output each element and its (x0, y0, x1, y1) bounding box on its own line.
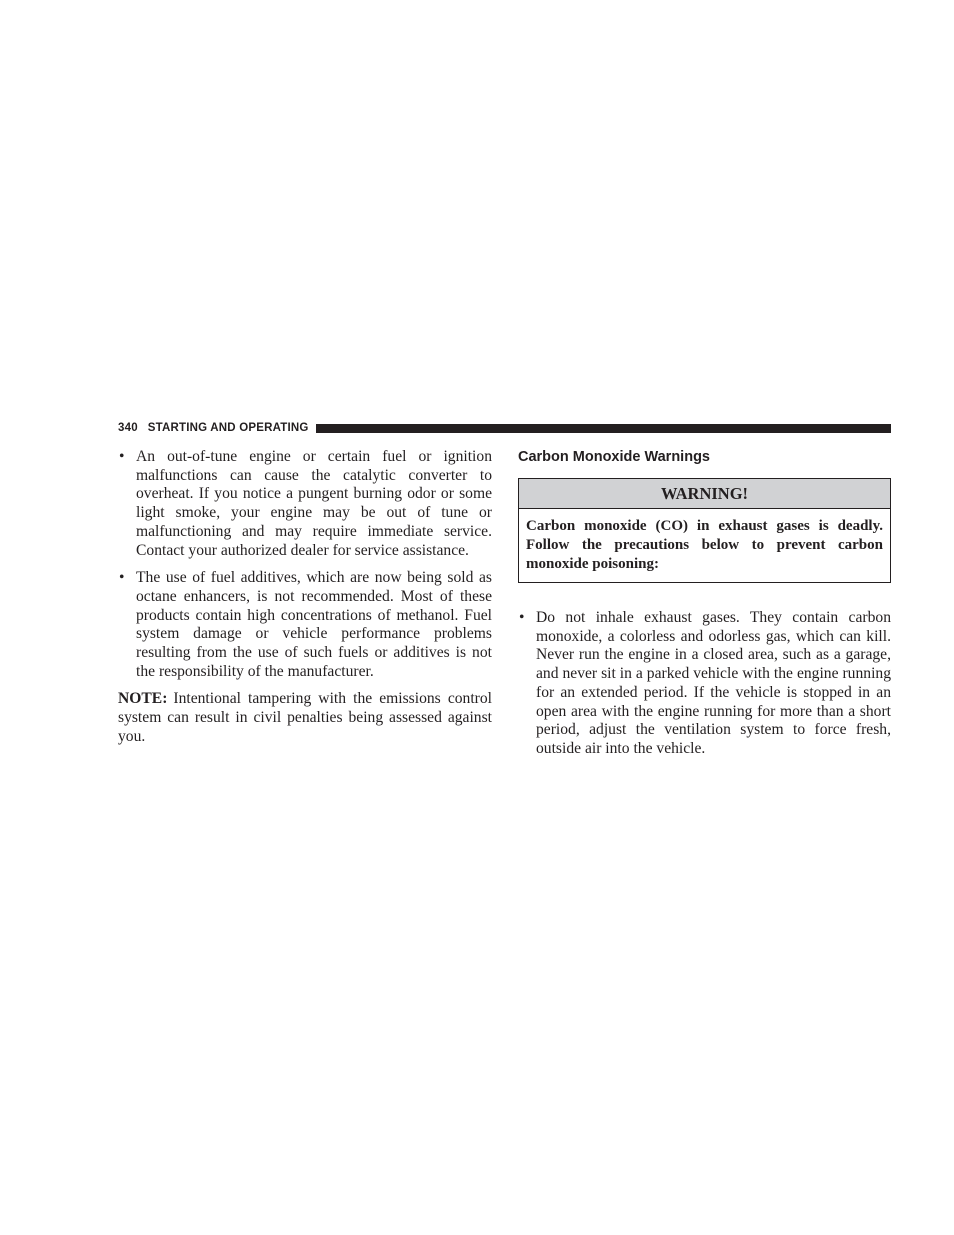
note-paragraph (118, 690, 492, 746)
warning-title: WARNING! (519, 479, 890, 509)
left-column (118, 448, 492, 747)
right-column (518, 448, 891, 768)
header-rule (316, 424, 891, 433)
bullet-text: Do not inhale exhaust gases. They contain carbon monoxide, a colorless and odorless gas, which can kill. Never run the engine in a closed area, such as a garage, and never sit in a parked vehicle with the engine running for an extended period. If the vehicle is stopped in an open area with the engine running for more than a short period, adjust the ventilation system to force fresh, outside air into the vehicle. (536, 609, 891, 757)
bullet-icon: • (519, 609, 525, 626)
section-heading: Carbon Monoxide Warnings (518, 449, 710, 465)
warning-box (518, 478, 891, 583)
section-title: STARTING AND OPERATING (147, 422, 309, 434)
note-text: Intentional tampering with the emissions control system can result in civil penalties being assessed against you. (118, 690, 492, 745)
warning-text: Carbon monoxide (CO) in exhaust gases is deadly. Follow the precautions below to prevent carbon monoxide poisoning: (526, 518, 883, 572)
note-label: NOTE: (118, 690, 168, 708)
bullet-text: An out-of-tune engine or certain fuel or ignition malfunctions can cause the catalytic converter to overheat. If you notice a pungent burning odor or some light smoke, your engine may be out of tune or malfunctioning and may require immediate service. Contact your authorized dealer for service assistance. (136, 448, 492, 559)
list-item (518, 609, 891, 759)
bullet-icon: • (119, 569, 125, 587)
page-number: 340 (118, 422, 138, 434)
page-header (118, 420, 891, 436)
bullet-icon: • (119, 448, 125, 465)
list-item (118, 448, 492, 560)
bullet-text: The use of fuel additives, which are now being sold as octane enhancers, is not recommended. Most of these products contain high concentrations of methanol. Fuel system damage or vehicle performance problems resulting from the use of such fuels or additives is not the responsibility of the manufacturer. (136, 569, 492, 680)
list-item (118, 569, 492, 681)
